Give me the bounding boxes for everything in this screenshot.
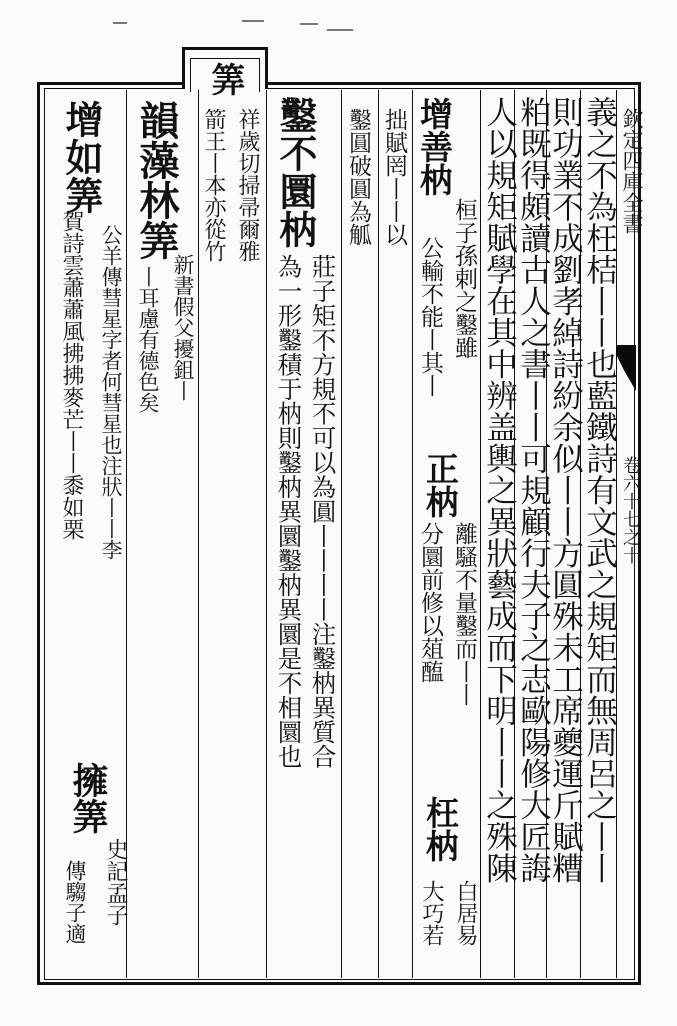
note-column-9b: 箭王丨本亦從竹 [201, 108, 226, 262]
headword-yun-zao-lin-suan: 韻藻林筭 [133, 100, 180, 260]
headword-zao-bu-yuan-rui: 鑿不圜枘 [273, 96, 318, 248]
note-column-12b: 傳騶子適 [63, 860, 87, 944]
running-header-title: 欽定四庫全書 [620, 108, 644, 234]
headword-wang-rui: 枉枘 [421, 796, 460, 862]
note-column-5f: 大巧若 [419, 880, 444, 946]
note-column-11b: 史記孟子 [103, 838, 128, 926]
note-column-5c: 離騷不量鑿而丨丨 [451, 522, 477, 706]
running-header-volume: 卷六十七之十 [620, 456, 641, 564]
text-column-6: 拙賦罔丨丨以 [381, 108, 407, 246]
note-column-8a: 莊子矩不方規不可以為圓丨丨丨丨注鑿枘異質合 [308, 254, 338, 769]
note-column-5e: 白居易 [453, 880, 478, 946]
text-column-4: 人以規矩賦學在其中辨盖輿之異狀藝成而下明丨丨之殊陳 [481, 96, 518, 884]
headword-yong-suan: 擁筭 [67, 762, 109, 834]
text-column-1: 義之不為枉桔丨丨也藍鐵詩有文武之規矩而無周呂之丨丨 [581, 96, 618, 884]
text-column-2: 則功業不成劉孝綽詩紛余似丨丨方圓殊未工席夔運斤賦糟 [547, 96, 584, 884]
note-column-12a: 賀詩雲蕭蕭風拂拂麥芒丨丨黍如栗 [59, 210, 84, 540]
note-column-10a: 新書假父擾鉏丨 [171, 254, 195, 401]
headword-zeng-ru-suan: 增如筭 [59, 100, 104, 214]
note-column-5b: 公輸不能丨其丨 [417, 236, 443, 397]
bookmark-tab-label: 筭 [205, 62, 245, 96]
headword-zheng-rui: 正枘 [421, 452, 460, 518]
note-column-9a: 祥歲切掃帚爾雅 [235, 108, 260, 262]
note-column-11a: 公羊傳彗星字者何彗星也注狀丨丨李 [99, 224, 123, 560]
note-column-5d: 分圜前修以葅醢 [417, 522, 443, 683]
note-column-8b: 為一形鑿積于枘則鑿枘異圜鑿枘異圜是不相圜也 [274, 254, 304, 769]
headword-zeng-shan-rui: 增善枘 [415, 97, 454, 196]
text-column-3: 粕既得頗讀古人之書丨丨可規顧行夫子之志歐陽修大匠誨 [515, 96, 552, 884]
note-column-5a: 桓子孫剌之鑿雖 [451, 198, 477, 359]
note-column-10b: 丨耳慮有德色矣 [136, 266, 160, 413]
text-column-7: 鑿圓破圓為觚 [345, 108, 371, 246]
